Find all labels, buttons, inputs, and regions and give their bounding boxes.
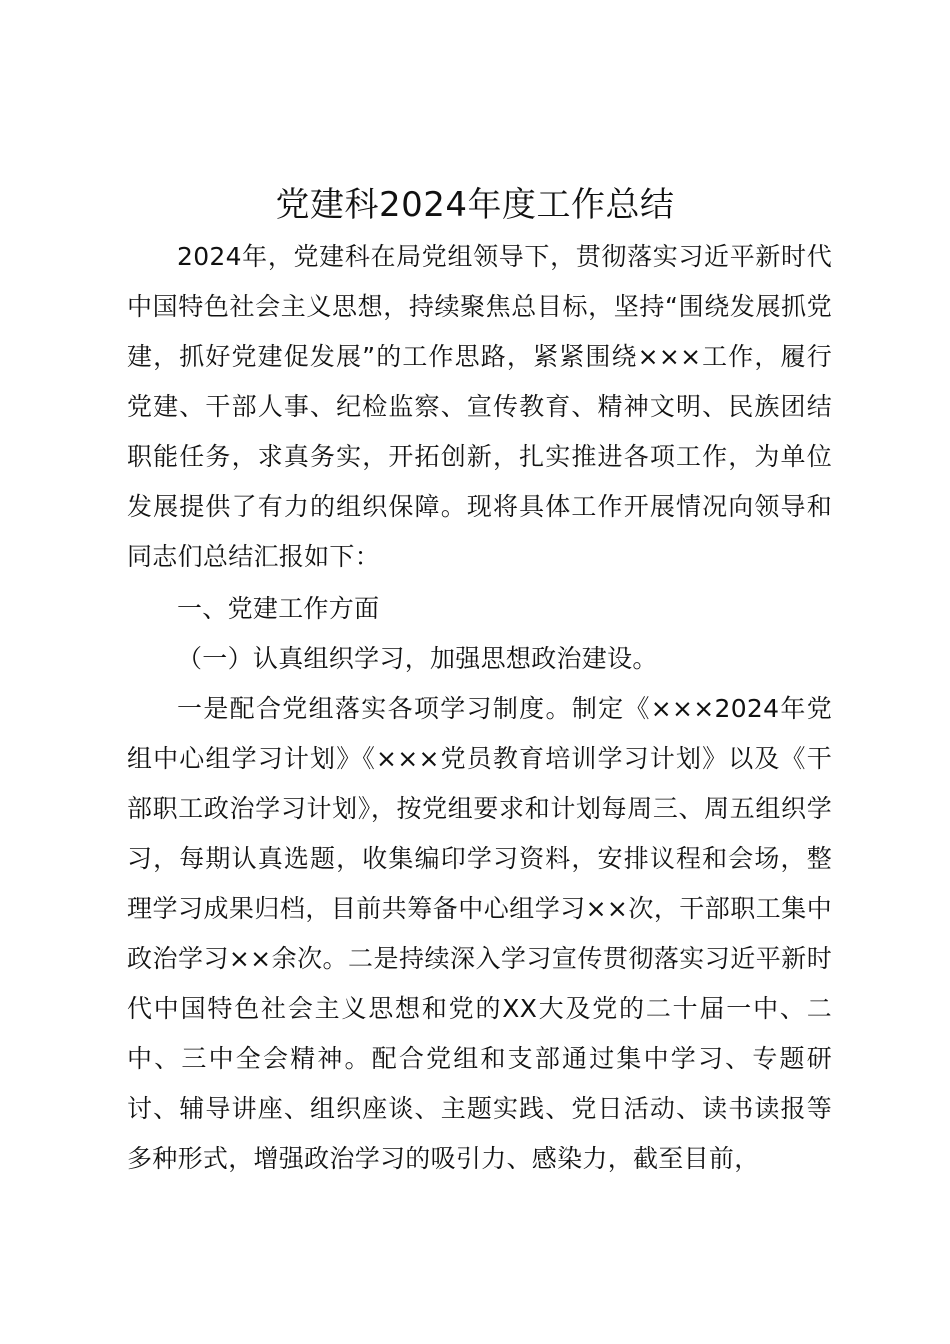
subsection-heading: （一）认真组织学习，加强思想政治建设。 bbox=[177, 644, 658, 673]
intro-paragraph: 2024年，党建科在局党组领导下，贯彻落实习近平新时代中国特色社会主义思想，持续聚焦总目标，坚持“围绕发展抓党建，抓好党建促发展”的工作思路，紧紧围绕×××工作，履行党建、干部人事、纪检监察、宣传教育、精神文明、民族团结职能任务，求真务实，开拓创新，扎实推进各项工作，为单位发展提供了有力的组织保障。现将具体工作开展情况向领导和同志们总结汇报如下： bbox=[127, 242, 832, 571]
body-paragraph: 一是配合党组落实各项学习制度。制定《×××2024年党组中心组学习计划》《×××党员教育培训学习计划》以及《干部职工政治学习计划》，按党组要求和计划每周三、周五组织学习，每期认真选题，收集编印学习资料，安排议程和会场，整理学习成果归档，目前共筹备中心组学习××次，干部职工集中政治学习××余次。二是持续深入学习宣传贯彻落实习近平新时代中国特色社会主义思想和党的XX大及党的二十届一中、二中、三中全会精神。配合党组和支部通过集中学习、专题研讨、辅导讲座、组织座谈、主题实践、党日活动、读书读报等多种形式，增强政治学习的吸引力、感染力，截至目前， bbox=[127, 694, 832, 1173]
document-body bbox=[127, 232, 832, 1184]
document-title: 党建科2024年度工作总结 bbox=[275, 185, 675, 225]
section-heading: 一、党建工作方面 bbox=[177, 594, 380, 623]
